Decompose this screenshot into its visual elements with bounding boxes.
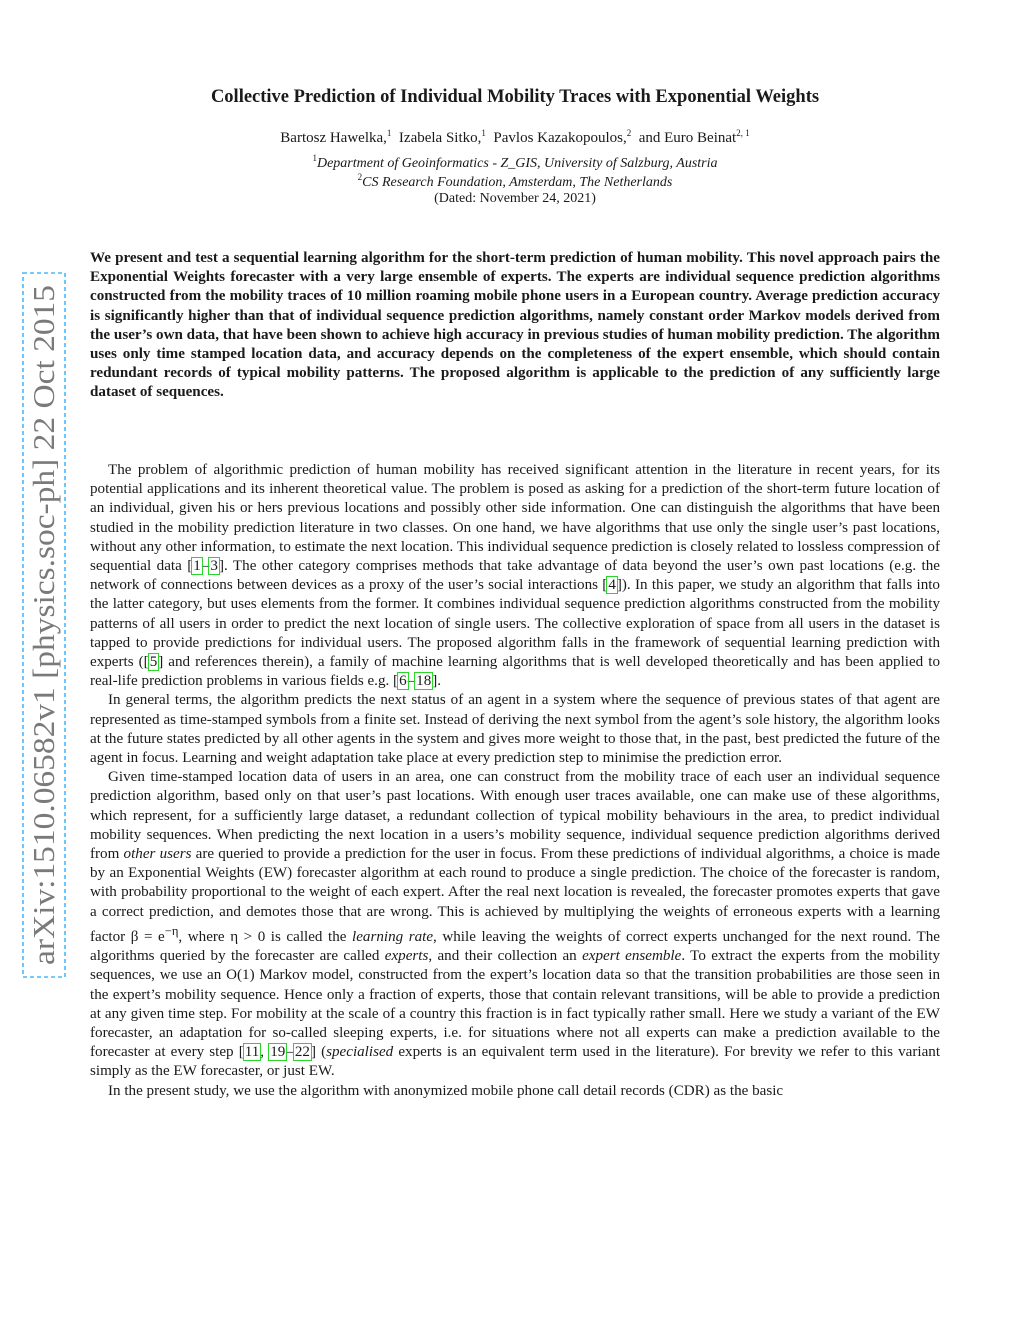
author-list xyxy=(90,128,940,147)
citation-number: 18 xyxy=(416,673,432,690)
date-line: (Dated: November 24, 2021) xyxy=(434,191,596,206)
arxiv-stamp-graphic xyxy=(22,272,66,978)
citation-link[interactable] xyxy=(607,577,617,593)
author-name: Izabela Sitko, xyxy=(398,130,482,146)
text-run: Given time-stamped location data of users in an area, one can construct from the mobility trace of each user an individual sequence prediction algorithm, based only on that user’s past locations. With enough user traces available, one can make use of these algorithms, which represent, for a sufficiently large dataset, a redundant collection of typical mobility behaviours in the area, to predict individual mobility sequences. When predicting the next location in a users’s mobility sequence, individual sequence prediction algorithms derived from xyxy=(90,769,940,863)
math-inline xyxy=(130,923,179,945)
text-run: Markov model, constructed from the expert’s location data so that the transition probabilities are those seen in the expert’s mobility sequence. Hence only a fraction of experts, those that contain relevant transitions, will be able to provide a prediction at any given time step. For mobility at the scale of a country this fraction is in fact typically rather small. Here we study a variant of the EW forecaster, an adaptation for so-called sleeping experts, i.e. for situations where not all experts can make a prediction available to the forecaster at every step [ xyxy=(90,967,940,1061)
body-text xyxy=(90,461,940,1101)
text-run: , xyxy=(260,1044,270,1061)
citation-link[interactable] xyxy=(415,673,432,689)
affiliation-text: CS Research Foundation, Amsterdam, The Netherlands xyxy=(362,175,673,190)
text-run: The problem of algorithmic prediction of human mobility has received significant attention in the literature in recent years, for its potential applications and its inherent theoretical value. The problem is posed as asking for a prediction of the short-term future location of an individual, given his or hers previous locations and possibly other side information. One can distinguish the algorithms that have been studied in the mobility prediction literature in two classes. On one hand, we have algorithms that use only the single user’s past locations, without any other information, to estimate the next location. This individual sequence prediction is closely related to lossless compression of sequential data [ xyxy=(90,462,940,575)
citation-number: 19 xyxy=(270,1044,286,1061)
text-run: is called the xyxy=(265,928,353,945)
text-run: , while leaving the weights of correct experts unchanged for the next round. The algorithms queried by the forecaster are called xyxy=(90,928,940,965)
affiliation-1 xyxy=(90,153,940,172)
paragraph-4: In the present study, we use the algorithm with anonymized mobile phone call detail records (CDR) as the basic xyxy=(108,1082,784,1099)
paragraph-1 xyxy=(90,461,940,691)
emphasis: other users xyxy=(123,846,192,863)
abstract: We present and test a sequential learning algorithm for the short-term prediction of human mobility. This novel approach pairs the Exponential Weights forecaster with a very large ensemble of experts. The experts are individual sequence prediction algorithms constructed from the mobility traces of 10 million roaming mobile phone users in a European country. Average prediction accuracy is significantly higher than that of individual sequence prediction algorithms, namely constant order Markov models derived from the user’s own data, that have been shown to achieve high accuracy in previous studies of human mobility prediction. The algorithm uses only time stamped location data, and accuracy depends on the completeness of the expert ensemble, which should contain redundant records of typical mobility patterns. The proposed algorithm is applicable to the prediction of any sufficiently large dataset of sequences. xyxy=(90,250,940,401)
math-text: β = e xyxy=(130,928,165,945)
author-name: and Euro Beinat xyxy=(638,130,737,146)
emphasis: learning rate xyxy=(352,928,434,945)
text-run: ]. The other category comprises methods that take advantage of data beyond the user’s own past locations (e.g. the network of connections between devices as a proxy of the user’s social interactions [ xyxy=(90,558,941,594)
citation-number: 11 xyxy=(244,1044,260,1061)
citation-link[interactable] xyxy=(294,1044,311,1060)
text-run: experts is an equivalent term used in the literature). For brevity we refer to this variant simply as the EW forecaster, or just EW. xyxy=(90,1044,941,1080)
citation-number: 1 xyxy=(193,558,201,575)
text-run: ]). In this paper, we study an algorithm that falls into the latter category, but uses elements from the former. It combines individual sequence prediction algorithms constructed from the mobility patterns of all users in order to predict the next location of single users. The collective exploration of space from all users in the dataset is tapped to provide predictions for individual users. The proposed algorithm falls in the framework of sequential learning prediction with experts ([ xyxy=(90,577,940,671)
citation-separator: – xyxy=(407,673,416,690)
author-affil-sup: 1 xyxy=(481,128,486,138)
arxiv-side-stamp xyxy=(22,272,66,978)
math-inline: O(1) xyxy=(226,967,255,984)
paragraph-2: In general terms, the algorithm predicts the next status of an agent in a system where the sequence of previous states of that agent are represented as time-stamped symbols from a finite set. Instead of deriving the next symbol from the agent’s sole history, the algorithm looks at the future states predicted by all other agents in the system and gives more weight to those that, in the past, best predicted the future of the agent in focus. Learning and weight adaptation take place at every prediction step to minimise the prediction error. xyxy=(90,692,940,767)
citation-link[interactable] xyxy=(209,558,219,574)
text-run: , where xyxy=(178,928,231,945)
text-run: are queried to provide a prediction for the user in focus. From these predictions of individual algorithms, a choice is made by an Exponential Weights (EW) forecaster algorithm at each round to produce a single prediction. The choice of the forecaster is random, with probability proportional to the weight of each expert. After the real next location is revealed, the forecaster promotes experts that gave a correct prediction, and demotes those that are wrong. This is achieved by multiplying the weights of erroneous experts with a learning factor xyxy=(90,846,940,945)
affiliation-sup: 1 xyxy=(312,153,317,163)
author-affil-sup: 2, 1 xyxy=(736,128,750,138)
citation-separator: – xyxy=(286,1044,294,1061)
citation-link[interactable] xyxy=(244,1044,261,1060)
citation-link[interactable] xyxy=(192,558,202,574)
citation-number: 6 xyxy=(399,673,407,690)
citation-separator: – xyxy=(201,558,210,575)
affiliation-text: Department of Geoinformatics - Z_GIS, University of Salzburg, Austria xyxy=(316,156,718,171)
text-run: ] ( xyxy=(310,1044,327,1061)
emphasis: specialised xyxy=(326,1044,394,1061)
citation-link[interactable] xyxy=(149,654,159,670)
text-run: , and their collection an xyxy=(428,948,583,965)
author-affil-sup: 1 xyxy=(386,128,392,138)
emphasis: expert ensemble xyxy=(582,948,682,965)
text-run: ]. xyxy=(432,673,442,690)
citation-number: 22 xyxy=(294,1044,310,1061)
citation-link[interactable] xyxy=(269,1044,286,1060)
math-inline: η > 0 xyxy=(230,928,266,945)
citation-number: 4 xyxy=(608,577,616,594)
text-run: ] and references therein), a family of machine learning algorithms that is well developed theoretically and has been applied to real-life prediction problems in various fields e.g. [ xyxy=(90,654,940,690)
affiliation-2 xyxy=(90,172,940,191)
author-name: Pavlos Kazakopoulos, xyxy=(493,130,627,146)
text-run: . To extract the experts from the mobility sequences, we use an xyxy=(90,948,940,984)
paper-title: Collective Prediction of Individual Mobility Traces with Exponential Weights xyxy=(210,87,820,107)
affiliation-sup: 2 xyxy=(357,172,363,182)
author-name: Bartosz Hawelka, xyxy=(280,130,387,146)
citation-link[interactable] xyxy=(398,673,408,689)
math-superscript: −η xyxy=(164,923,179,938)
paragraph-3 xyxy=(90,768,940,1081)
emphasis: experts xyxy=(384,948,429,965)
arxiv-identifier: arXiv:1510.06582v1 [physics.soc-ph] 22 Oct 2015 xyxy=(26,334,61,965)
citation-number: 5 xyxy=(149,654,158,671)
author-affil-sup: 2 xyxy=(626,128,632,138)
citation-number: 3 xyxy=(210,558,218,575)
